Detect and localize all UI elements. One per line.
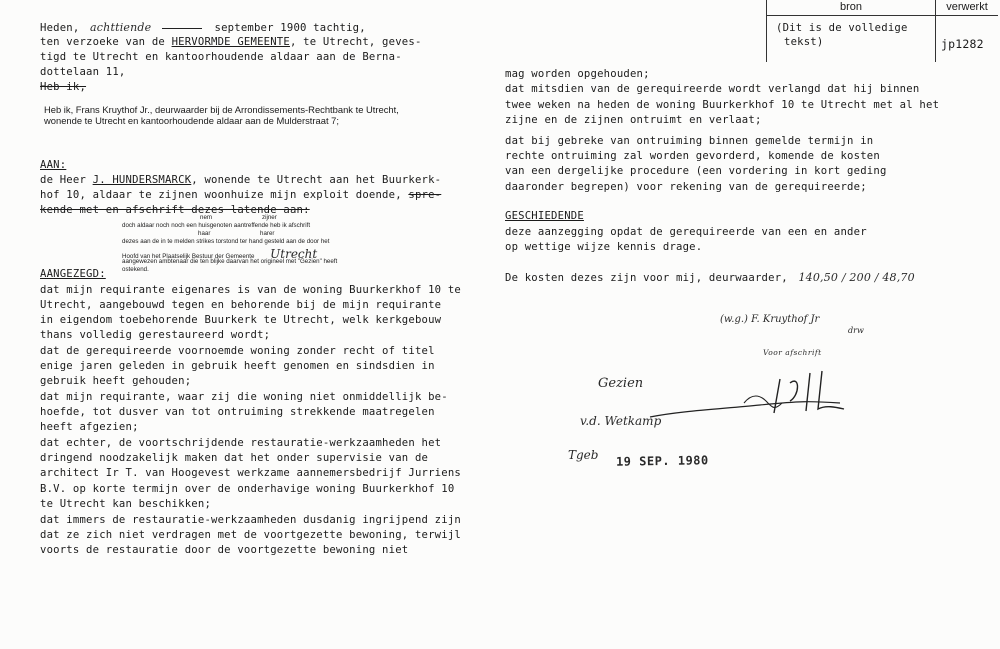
- right-line: daaronder begrepen) voor rekening van de gerequireerde;: [505, 181, 867, 193]
- aangezegd-line: B.V. op korte termijn over de onderhavige woning Buurkerkhof 10: [40, 483, 455, 495]
- intro-month-year: september 1900 tachtig,: [214, 22, 366, 34]
- aangezegd-line: enige jaren geleden in gebruik heeft genomen en sindsdien in: [40, 360, 435, 372]
- stamp-prefix-handwritten: Tgeb: [568, 448, 599, 462]
- copy-note: Voor afschrift: [763, 348, 822, 357]
- intro-line-5-struck: Heb ik,: [40, 81, 87, 93]
- typed-insert-2: wonende te Utrecht en kantoorhoudende aldaar aan de Mulderstraat 7;: [44, 115, 339, 126]
- aan-l2-struck: spre-: [408, 189, 442, 201]
- sup-nem: nem: [200, 214, 213, 221]
- stamp-line-2: dezes aan de in te melden strikes torstond ter hand gesteld aan de door het: [122, 238, 330, 245]
- requirant-name: HERVORMDE GEMEENTE: [171, 36, 290, 48]
- addressee-name: J. HUNDERSMARCK: [92, 174, 192, 186]
- costs-text: De kosten dezes zijn voor mij, deurwaarder,: [505, 272, 788, 284]
- intro-line-4: dottelaan 11,: [40, 66, 126, 78]
- intro-heden: Heden,: [40, 22, 80, 34]
- aangezegd-line: voorts de restauratie door de voortgezette bewoning niet: [40, 544, 409, 556]
- intro-line-1: [40, 20, 366, 36]
- right-line: dat bij gebreke van ontruiming binnen gemelde termijn in: [505, 135, 874, 147]
- aangezegd-line: dringend noodzakelijk maken dat het onder supervisie van de: [40, 452, 429, 464]
- handwritten-gemeente: Utrecht: [270, 247, 318, 261]
- intro-line-2: [40, 35, 422, 50]
- source-note-line1: (Dit is de volledige: [776, 22, 908, 34]
- table-header-rule: [766, 15, 998, 16]
- right-line: zijne en de zijnen ontruimt en verlaat;: [505, 114, 762, 126]
- right-line: rechte ontruiming zal worden gevorderd, komende de kosten: [505, 150, 880, 162]
- right-line: van een dergelijke procedure (een vordering in kort geding: [505, 165, 887, 177]
- aangezegd-line: heeft afgezien;: [40, 421, 139, 433]
- aangezegd-label: AANGEZEGD:: [40, 268, 106, 280]
- aangezegd-line: architect Ir T. van Hoogevest werkzame aannemersbedrijf Jurriens: [40, 467, 461, 479]
- aan-line-1: [40, 173, 441, 188]
- col-bron-title: bron: [839, 1, 863, 13]
- aangezegd-line: hoefde, tot dusver van tot ontruiming strekkende maatregelen: [40, 406, 435, 418]
- aangezegd-line: gebruik heeft gehouden;: [40, 375, 192, 387]
- aangezegd-line: dat de gerequireerde voornoemde woning zonder recht of titel: [40, 345, 435, 357]
- source-note-line2: tekst): [784, 36, 824, 48]
- right-line: dat mitsdien van de gerequireerde wordt verlangd dat hij binnen: [505, 83, 920, 95]
- signature-strokes: [774, 371, 844, 413]
- aangezegd-line: dat immers de restauratie-werkzaamheden dusdanig ingrijpend zijn: [40, 514, 461, 526]
- aangezegd-line: dat mijn requirante, waar zij die woning niet onmiddellijk be-: [40, 391, 448, 403]
- gezien-handwritten: Gezien: [598, 376, 644, 391]
- stamp-line-5: ostekend.: [122, 266, 149, 273]
- processed-code: jp1282: [941, 37, 984, 51]
- intro-l2-text: ten verzoeke van de: [40, 36, 172, 48]
- aan-label: AAN:: [40, 159, 67, 171]
- signature-underline: [650, 402, 840, 417]
- aan-l2-text: hof 10, aldaar te zijnen woonhuize mijn exploit doende,: [40, 189, 409, 201]
- signature-note: (w.g.) F. Kruythof Jr: [720, 314, 820, 325]
- date-stamp: 19 SEP. 1980: [615, 453, 709, 469]
- sub-harer: harer: [260, 230, 275, 237]
- aangezegd-line: dat ze zich niet verdragen met de voortgezette bewoning, terwijl: [40, 529, 461, 541]
- aangezegd-line: te Utrecht kan beschikken;: [40, 498, 212, 510]
- costs-line: [505, 270, 915, 286]
- signature-scribble: [640, 365, 870, 435]
- sub-haar: haar: [198, 230, 211, 237]
- sup-zijner: zijner: [262, 214, 277, 221]
- signature-note-drw: drw: [848, 326, 864, 335]
- handwritten-name: v.d. Wetkamp: [580, 414, 662, 428]
- aan-l1-text: de Heer: [40, 174, 93, 186]
- right-line: op wettige wijze kennis drage.: [505, 241, 703, 253]
- right-line: mag worden opgehouden;: [505, 68, 650, 80]
- aangezegd-line: dat echter, de voortschrijdende restauratie-werkzaamheden het: [40, 437, 442, 449]
- aangezegd-line: dat mijn requirante eigenares is van de woning Buurkerkhof 10 te: [40, 284, 461, 296]
- stamp-line-4: aangewezen ambtenaar die ten blijke daarvan het origineel met "Gezien" heeft: [122, 258, 338, 265]
- handwritten-day: achttiende: [90, 21, 152, 34]
- geschiedende-label: GESCHIEDENDE: [505, 210, 584, 222]
- typed-insert-1: Heb ik, Frans Kruythof Jr., deurwaarder bij de Arrondissements-Rechtbank te Utrecht,: [44, 104, 399, 115]
- stamp-l3-text: Hoofd van het Plaatselijk Bestuur der Gemeente: [122, 253, 255, 260]
- aan-l1-rest: , wonende te Utrecht aan het Buurkerk-: [191, 174, 442, 186]
- aan-line-2: [40, 188, 441, 203]
- fill-line: [162, 28, 202, 29]
- right-line: deze aanzegging opdat de gerequireerde van een en ander: [505, 226, 867, 238]
- aangezegd-line: in eigendom toebehorende Buurkerk te Utrecht, welk kerkgebouw: [40, 314, 442, 326]
- stamp-line-1: doch aldaar noch noch een huisgenoten aantreffende heb ik afschrift: [122, 222, 311, 229]
- aan-line-3-struck: kende met en afschrift dezes latende aan:: [40, 204, 310, 216]
- aangezegd-line: Utrecht, aangebouwd tegen en behorende bij de mijn requirante: [40, 299, 442, 311]
- right-line: twee weken na heden de woning Buurkerkhof 10 te Utrecht met al het: [505, 99, 940, 111]
- aangezegd-line: thans volledig gerestaureerd wordt;: [40, 329, 271, 341]
- col-verwerkt-title: verwerkt: [946, 1, 988, 13]
- intro-line-3: tigd te Utrecht en kantoorhoudende aldaar aan de Berna-: [40, 51, 402, 63]
- handwritten-costs: 140,50 / 200 / 48,70: [798, 271, 915, 284]
- intro-l2-rest: , te Utrecht, geves-: [289, 36, 422, 48]
